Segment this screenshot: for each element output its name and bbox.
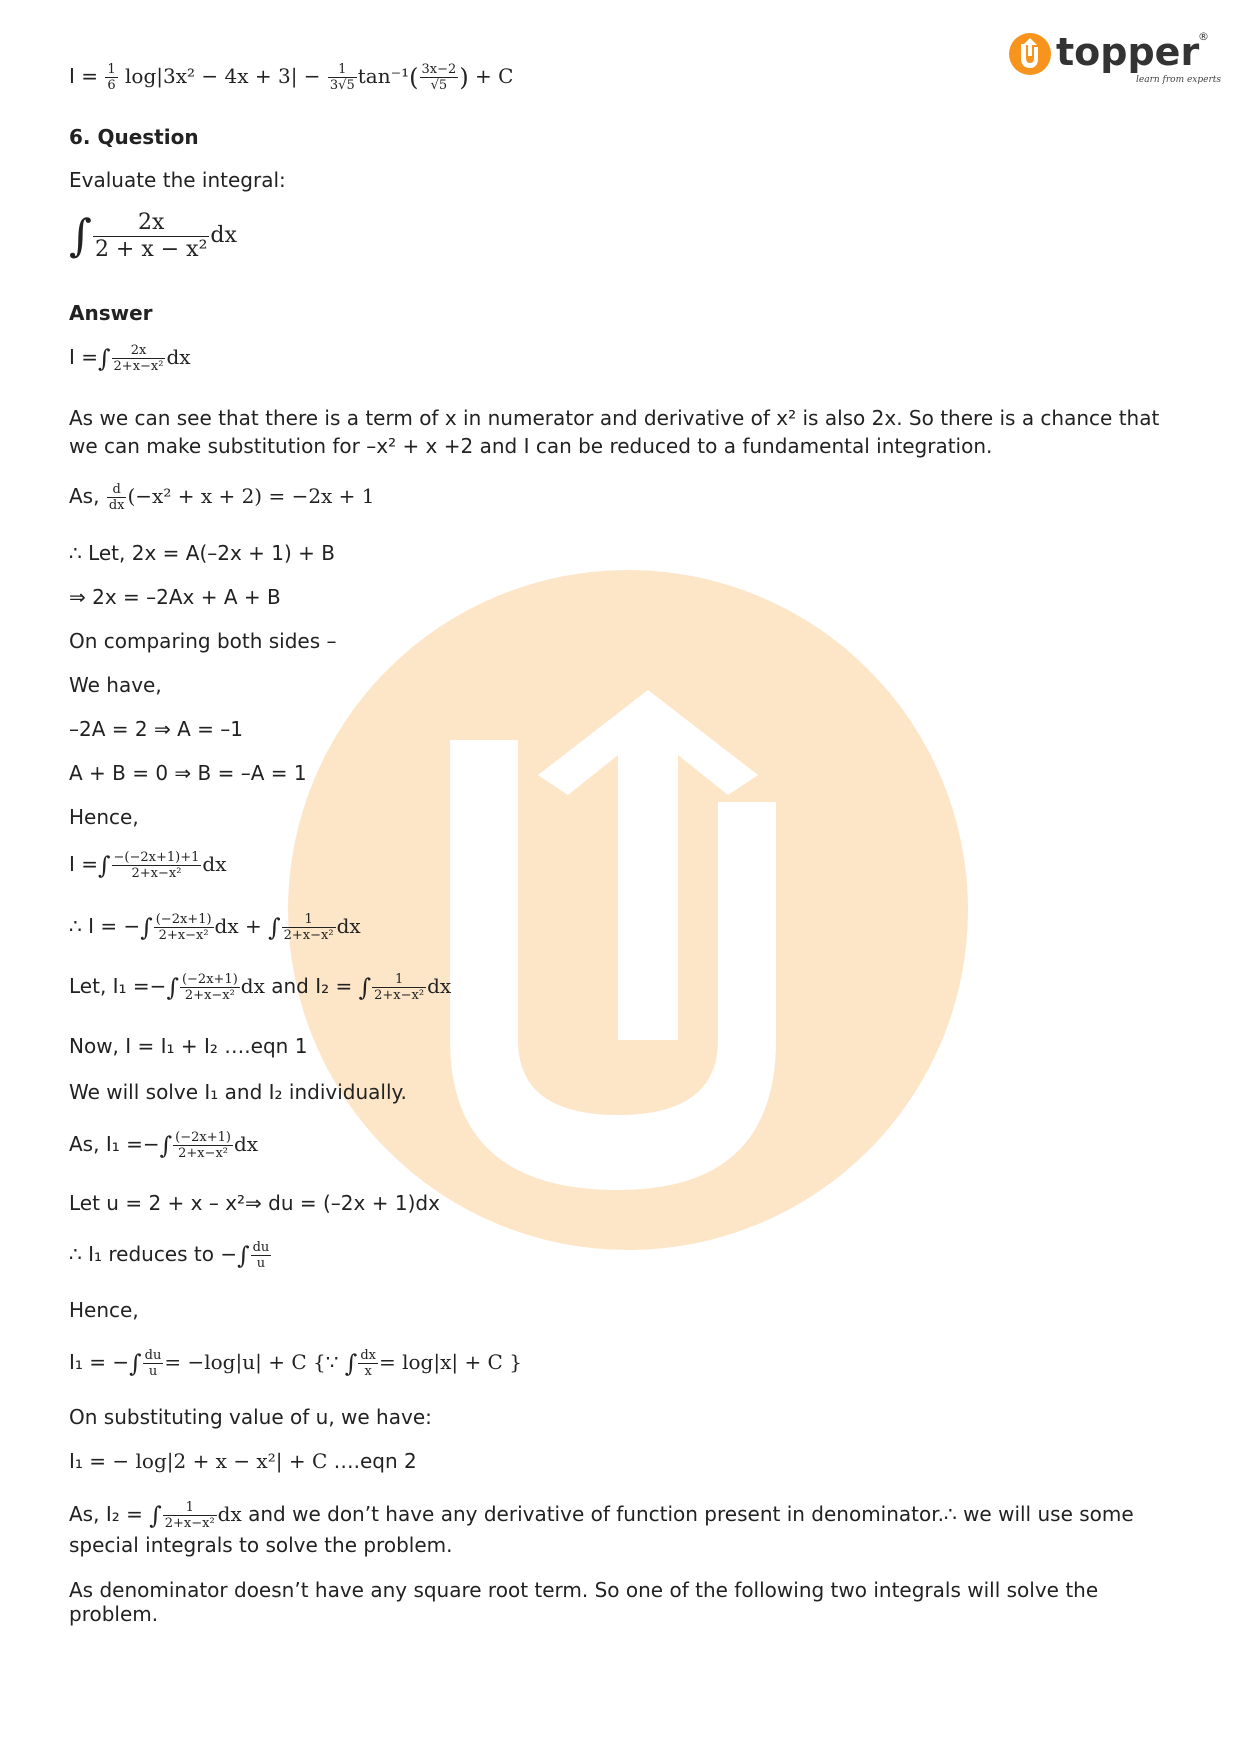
solve-line: We will solve I₁ and I₂ individually. — [69, 1080, 407, 1104]
implies-line: ⇒ 2x = –2Ax + A + B — [69, 585, 281, 609]
explanation-paragraph: As we can see that there is a term of x in numerator and derivative of x² is also 2x. So there is a chance that we can make substitution for –x² + x +2 and I can be reduced to a fundamental integration. — [69, 406, 1160, 458]
i1-result: I₁ = −∫ $\frac{du}{u}$ = −log|u| + C {∵ ∫ $\frac{dx}{x}$ = log|x| + C } — [69, 1348, 522, 1379]
watermark-logo-icon — [288, 570, 968, 1250]
let-line: ∴ Let, 2x = A(–2x + 1) + B — [69, 541, 336, 565]
we-have-line: We have, — [69, 673, 162, 697]
eqn2-line: I₁ = − log|2 + x − x²| + C ….eqn 2 — [69, 1449, 417, 1473]
rewritten-integral: I =∫ $\frac{-(-2x+1)+1}{\text{2+x−x²}}$ dx — [69, 850, 227, 881]
last-paragraph: As denominator doesn’t have any square root term. So one of the following two integrals will solve the problem. — [69, 1578, 1099, 1626]
logo-text: topper — [1056, 30, 1200, 74]
reduced-line: ∴ I₁ reduces to −∫ $\frac{du}{u}$ — [69, 1240, 270, 1271]
derivative-line: As, $\frac{d}{dx}$ (−x² + x + 2) = −2x + 1 — [69, 482, 375, 513]
i2-paragraph: As, I₂ = ∫ $\frac{1}{\text{2+x−x²}}$ dx and we don’t have any derivative of function present in denominator.∴ we will use some special integrals to solve the problem. — [69, 1500, 1134, 1557]
svg-text:®: ® — [1198, 30, 1209, 43]
eqn1-line: Now, I = I₁ + I₂ ….eqn 1 — [69, 1034, 308, 1058]
equation-b: A + B = 0 ⇒ B = –A = 1 — [69, 761, 307, 785]
compare-line: On comparing both sides – — [69, 629, 337, 653]
answer-integral: I =∫ $\frac{2x}{\text{2+x−x²}}$ dx — [69, 343, 191, 374]
logo-tagline: learn from experts — [1136, 75, 1222, 85]
equation-a: –2A = 2 ⇒ A = –1 — [69, 717, 243, 741]
previous-result-line: I = $\frac{1}{6}$ log|3x² − 4x + 3| − $\frac{1}{3√5}$ tan⁻¹( $\frac{3x-2}{√5}$ ) + C — [69, 62, 514, 93]
substitution-line: Let u = 2 + x – x²⇒ du = (–2x + 1)dx — [69, 1191, 440, 1215]
i1-definition: As, I₁ =−∫ $\frac{(-2x+1)}{\text{2+x−x²}}$ dx — [69, 1130, 259, 1161]
answer-heading: Answer — [69, 301, 153, 325]
question-prompt: Evaluate the integral: — [69, 168, 286, 192]
question-title: 6. Question — [69, 125, 199, 149]
question-integral: ∫ $\frac{2x}{\text{2 + x − x²}}$ dx — [69, 210, 237, 262]
split-integral: ∴ I = −∫ $\frac{(-2x+1)}{\text{2+x−x²}}$ dx + ∫ $\frac{1}{\text{2+x−x²}}$ dx — [69, 912, 361, 943]
hence-line-2: Hence, — [69, 1298, 139, 1322]
brand-logo-icon — [1008, 28, 1222, 90]
define-i1-i2: Let, I₁ =−∫ $\frac{(-2x+1)}{\text{2+x−x²}}$ dx and I₂ = ∫ $\frac{1}{\text{2+x−x²}}$ dx — [69, 972, 452, 1003]
substituting-line: On substituting value of u, we have: — [69, 1405, 432, 1429]
hence-line: Hence, — [69, 805, 139, 829]
